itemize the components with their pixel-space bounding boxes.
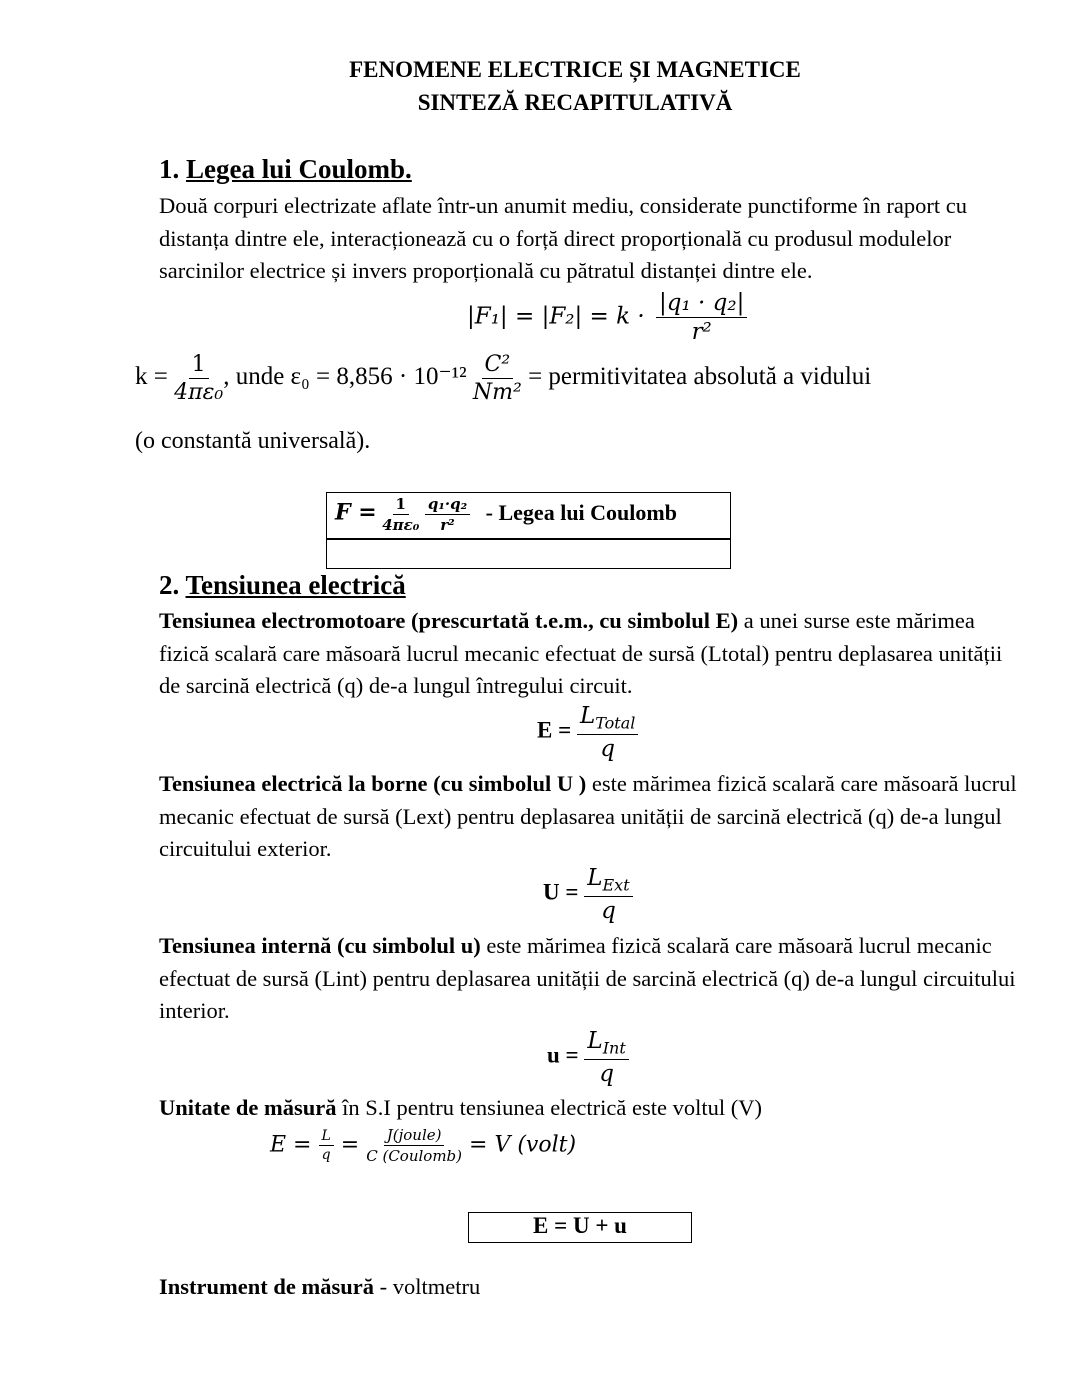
formula-rhs: = V (volt) xyxy=(469,1132,577,1158)
section-2-heading xyxy=(159,570,406,601)
denominator: C (Coulomb) xyxy=(366,1147,463,1165)
internal-voltage-formula xyxy=(547,1028,629,1087)
coulomb-law-formula xyxy=(335,495,677,534)
work-symbol: L xyxy=(587,1028,603,1054)
k-description: = permitivitatea absolută a vidului xyxy=(528,363,872,391)
equals-sign: = xyxy=(340,1132,360,1158)
terminal-voltage-paragraph xyxy=(159,768,1021,866)
numerator xyxy=(584,865,632,897)
formula-lhs: E = xyxy=(270,1132,312,1158)
denominator: 4πε₀ xyxy=(174,380,224,405)
numerator: q₁·q₂ xyxy=(425,495,470,515)
formula-lhs: |F₁| = |F₂| = k · xyxy=(467,303,645,330)
emf-paragraph xyxy=(159,605,1021,703)
unit-fraction xyxy=(473,352,522,405)
denominator: r² xyxy=(440,516,455,534)
section-title: Legea lui Coulomb. xyxy=(186,154,412,184)
section-title: Tensiunea electrică xyxy=(185,570,406,600)
section-number: 2. xyxy=(159,570,180,600)
unit-term: Unitate de măsură xyxy=(159,1095,337,1120)
internal-voltage-term: Tensiunea internă (cu simbolul u) xyxy=(159,933,481,958)
section-1-heading xyxy=(159,154,412,185)
section-number: 1. xyxy=(159,154,180,184)
k-fraction xyxy=(174,352,223,405)
formula-lhs: U = xyxy=(543,879,579,905)
denominator: 4πε₀ xyxy=(382,516,420,534)
work-symbol: L xyxy=(587,865,603,891)
fraction xyxy=(584,865,632,924)
fraction-2 xyxy=(366,1126,462,1165)
emf-term: Tensiunea electromotoare (prescurtată t.e.m., cu simbolul E) xyxy=(159,608,739,633)
instrument-term: Instrument de măsură xyxy=(159,1274,375,1299)
internal-voltage-paragraph xyxy=(159,930,1021,1028)
numerator: L xyxy=(319,1128,334,1146)
instrument-line xyxy=(159,1274,480,1300)
formula-lhs: E = xyxy=(537,717,572,743)
denominator: q xyxy=(601,897,616,924)
denominator: Nm² xyxy=(472,380,522,405)
subscript: Total xyxy=(595,713,636,733)
subscript: Ext xyxy=(602,875,630,895)
terminal-voltage-definition: este mărimea fizică scalară care măsoară lucrul mecanic efectuat de sursă (Lext) pentru deplasarea unității de sarcină electrică (q) de-a lungul circuitului exterior. xyxy=(159,771,1017,861)
fraction-2 xyxy=(425,495,470,534)
formula-lhs: u = xyxy=(547,1042,579,1068)
numerator: 1 xyxy=(189,352,209,379)
unit-definition: în S.I pentru tensiunea electrică este voltul (V) xyxy=(336,1095,762,1120)
numerator: C² xyxy=(482,352,514,379)
numerator: 1 xyxy=(393,495,409,515)
numerator: |q₁ · q₂| xyxy=(656,290,747,318)
force-symbol: F = xyxy=(335,499,377,526)
k-lhs: k = xyxy=(135,363,168,391)
numerator xyxy=(577,703,638,735)
k-note: (o constantă universală). xyxy=(135,428,371,454)
law-label: - Legea lui Coulomb xyxy=(485,499,677,525)
denominator: q xyxy=(600,735,616,762)
fraction xyxy=(577,703,638,762)
fraction-1 xyxy=(382,495,419,534)
denominator: q xyxy=(599,1060,614,1087)
work-symbol: L xyxy=(579,703,596,729)
numerator xyxy=(584,1028,628,1060)
document-title: FENOMENE ELECTRICE ȘI MAGNETICE xyxy=(349,57,801,82)
denominator: q xyxy=(321,1147,331,1163)
subscript: Int xyxy=(602,1038,626,1058)
fraction xyxy=(656,290,747,345)
unit-formula xyxy=(270,1126,576,1165)
terminal-voltage-term: Tensiunea electrică la borne (cu simbolul U ) xyxy=(159,771,587,796)
emf-definition: a unei surse este mărimea fizică scalară care măsoară lucrul mecanic efectuat de sursă (Ltotal) pentru deplasarea unității de sarcină electrică (q) de-a lungul întregului circuit. xyxy=(159,608,1003,698)
fraction xyxy=(584,1028,628,1087)
empty-box-row xyxy=(326,538,731,569)
coulomb-force-formula xyxy=(467,290,747,345)
unit-line xyxy=(159,1095,762,1121)
terminal-voltage-formula xyxy=(543,865,633,924)
document-subtitle: SINTEZĂ RECAPITULATIVĂ xyxy=(417,90,733,115)
fraction-1 xyxy=(319,1128,334,1163)
k-value: , unde ε₀ = 8,856 · 10⁻¹² xyxy=(223,363,467,391)
numerator: J(joule) xyxy=(384,1126,445,1146)
denominator: r² xyxy=(691,319,712,345)
instrument-name: - voltmetru xyxy=(374,1274,481,1299)
section-1-paragraph: Două corpuri electrizate aflate într-un anumit mediu, considerate punctiforme în raport cu distanța dintre ele, interacționează cu o forță direct proporțională cu produsul modulelor sarcinilor electrice și invers proporțională cu pătratul distanței dintre ele. xyxy=(159,193,967,283)
emf-sum-formula: E = U + u xyxy=(533,1213,627,1238)
internal-voltage-definition: este mărimea fizică scalară care măsoară lucrul mecanic efectuat de sursă (Lint) pentru deplasarea unității de sarcină electrică (q) de-a lungul circuitului interior. xyxy=(159,933,1016,1023)
k-constant-line xyxy=(135,352,871,405)
emf-formula xyxy=(537,703,638,762)
